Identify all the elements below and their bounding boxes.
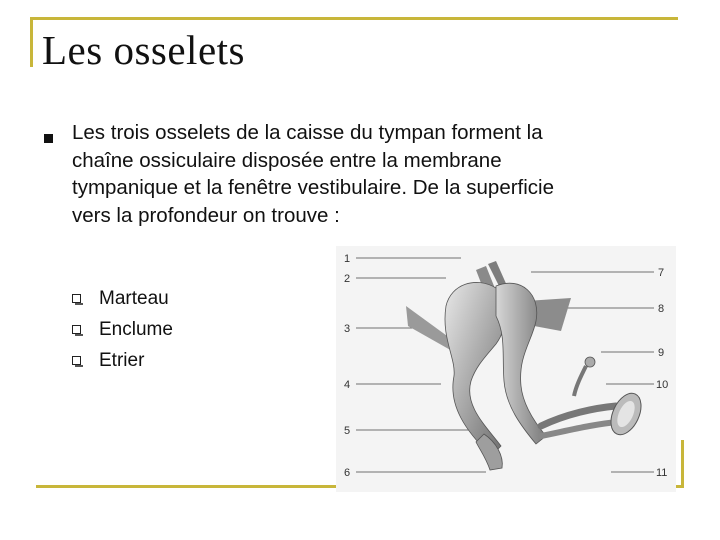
main-paragraph: Les trois osselets de la caisse du tympan forment la chaîne ossiculaire disposée entre la membrane tympanique et la fenêtre vestibulaire. De la superficie vers la profondeur on trouve :: [72, 121, 555, 227]
figure-label: 9: [658, 347, 665, 359]
list-item: [72, 314, 173, 345]
hollow-square-bullet-icon: [72, 294, 81, 303]
figure-label: 11: [656, 467, 668, 479]
hollow-square-bullet-icon: [72, 356, 81, 365]
figure-label: 2: [344, 273, 351, 285]
figure-label: 5: [344, 425, 351, 437]
hollow-square-bullet-icon: [72, 325, 81, 334]
frame-top-rule: [30, 17, 678, 20]
ossicle-list: [72, 283, 173, 376]
frame-left-rule: [30, 17, 33, 67]
bullet-square-icon: [44, 134, 53, 143]
list-item-label: Marteau: [99, 287, 169, 309]
list-item-label: Enclume: [99, 318, 173, 340]
slide-title: Les osselets: [42, 27, 245, 73]
figure-label: 10: [656, 379, 669, 391]
figure-label: 8: [658, 303, 665, 315]
ossicles-illustration: [336, 246, 676, 492]
figure-label: 4: [344, 379, 351, 391]
tendon-end: [585, 357, 595, 367]
frame-right-rule: [681, 440, 684, 488]
figure-label: 7: [658, 267, 665, 279]
figure-label: 6: [344, 467, 351, 479]
figure-label: 1: [344, 253, 351, 265]
list-item: [72, 283, 173, 314]
list-item-label: Etrier: [99, 349, 145, 371]
figure-label: 3: [344, 323, 351, 335]
list-item: [72, 345, 173, 376]
